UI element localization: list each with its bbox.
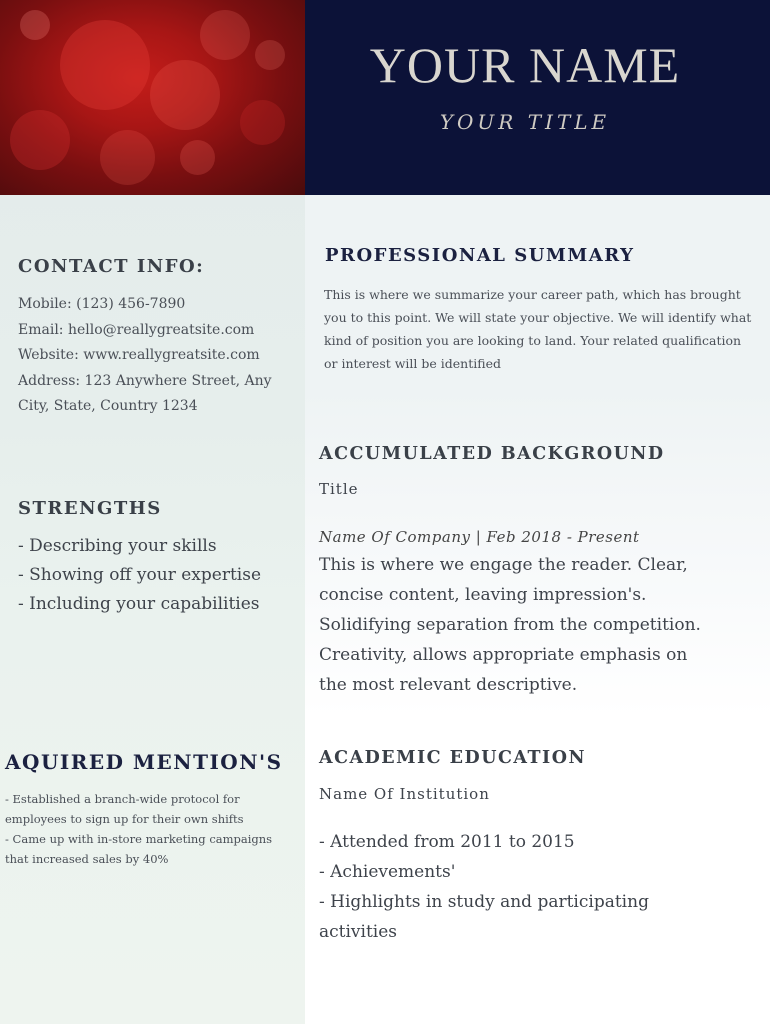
company-line: Name Of Company | Feb 2018 - Present	[319, 528, 640, 546]
mentions-text	[5, 789, 305, 869]
mentions-heading: AQUIRED MENTION'S	[5, 750, 283, 774]
mention-line: - Came up with in-store marketing campaigns	[5, 832, 273, 846]
strength-item: - Showing off your expertise	[18, 565, 262, 585]
institution-name: Name Of Institution	[319, 785, 490, 803]
education-line: - Highlights in study and participating	[319, 892, 649, 912]
contact-address-2: City, State, Country 1234	[18, 398, 198, 414]
summary-line: kind of position you are looking to land. Your related qualification	[324, 333, 742, 348]
summary-line: or interest will be identified	[324, 356, 501, 371]
contact-mobile: Mobile: (123) 456-7890	[18, 296, 186, 312]
strengths-heading: STRENGTHS	[18, 498, 162, 519]
education-text	[319, 827, 764, 947]
background-text	[319, 550, 764, 700]
education-line: activities	[319, 922, 398, 942]
header-banner	[305, 0, 770, 195]
strengths-list	[18, 532, 303, 619]
contact-email: Email: hello@reallygreatsite.com	[18, 321, 255, 338]
education-line: - Achievements'	[319, 862, 456, 882]
education-heading: ACADEMIC EDUCATION	[319, 748, 586, 768]
background-heading: ACCUMULATED BACKGROUND	[319, 444, 665, 464]
summary-line: This is where we summarize your career path, which has brought	[324, 287, 741, 302]
red-bokeh-photo	[0, 0, 305, 195]
background-line: concise content, leaving impression's.	[319, 585, 647, 605]
contact-info	[18, 292, 298, 420]
strength-item: - Including your capabilities	[18, 594, 260, 614]
job-title: Title	[319, 480, 359, 498]
contact-address-1: Address: 123 Anywhere Street, Any	[18, 372, 272, 389]
resume-name: YOUR NAME	[369, 37, 681, 93]
contact-heading: CONTACT INFO:	[18, 256, 205, 277]
mention-line: - Established a branch-wide protocol for	[5, 792, 240, 806]
background-line: This is where we engage the reader. Clear,	[319, 555, 688, 575]
strength-item: - Describing your skills	[18, 536, 217, 556]
background-line: Creativity, allows appropriate emphasis on	[319, 645, 688, 665]
background-line: Solidifying separation from the competition.	[319, 615, 701, 635]
summary-heading: PROFESSIONAL SUMMARY	[325, 245, 635, 266]
resume-title: YOUR TITLE	[439, 110, 611, 134]
summary-text	[324, 283, 769, 375]
background-line: the most relevant descriptive.	[319, 675, 578, 695]
summary-line: you to this point. We will state your objective. We will identify what	[324, 310, 752, 325]
education-line: - Attended from 2011 to 2015	[319, 832, 575, 852]
mention-line: that increased sales by 40%	[5, 852, 169, 866]
contact-website: Website: www.reallygreatsite.com	[18, 347, 260, 363]
mention-line: employees to sign up for their own shifts	[5, 812, 244, 826]
